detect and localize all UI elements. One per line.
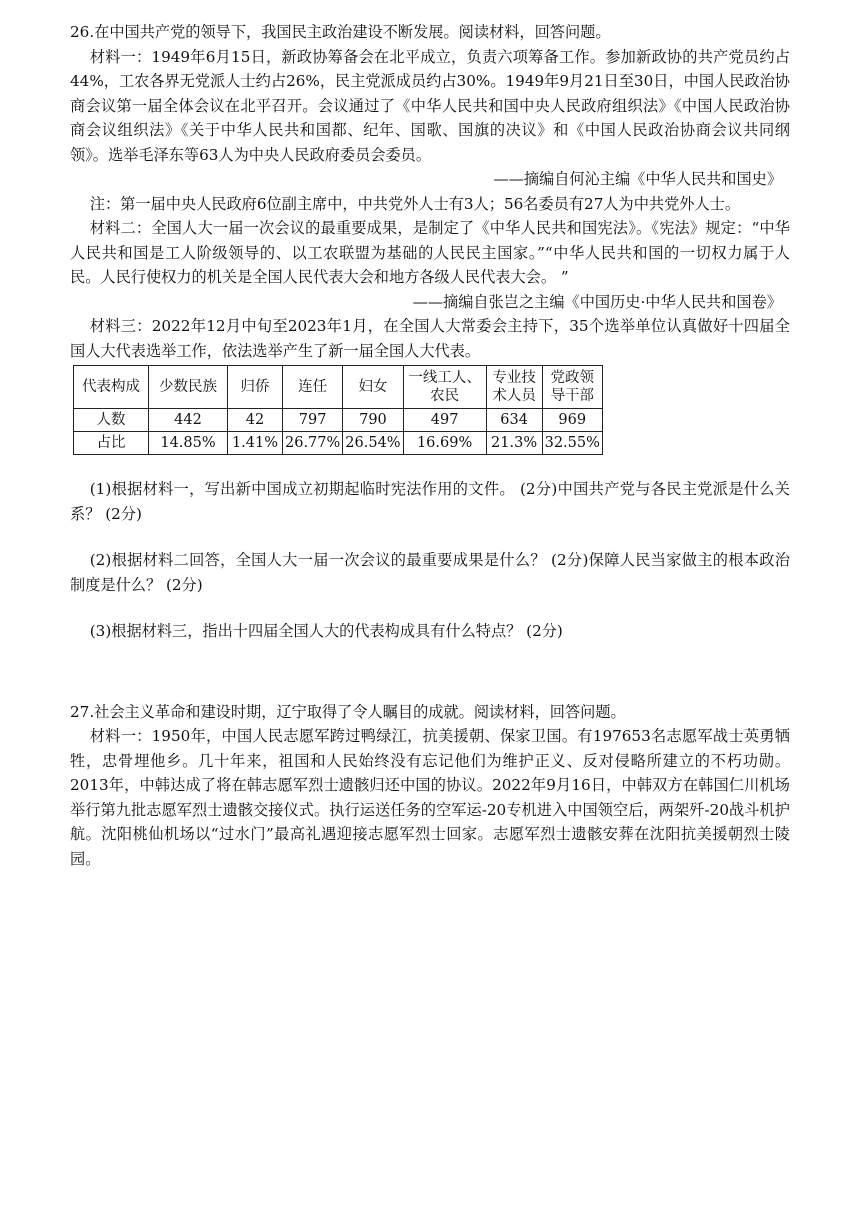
table-header-row (74, 366, 603, 409)
question-27-title: 27.社会主义革命和建设时期，辽宁取得了令人瞩目的成就。阅读材料，回答问题。 (70, 702, 626, 721)
table-cell: 26.77% (283, 432, 343, 455)
material-2-source: ——摘编自张岂之主编《中国历史·中华人民共和国卷》 (412, 292, 782, 311)
material-1: 材料一：1950年，中国人民志愿军跨过鸭绿江，抗美援朝、保家卫国。有197653名志愿军战士英勇牺牲，忠骨埋他乡。几十年来，祖国和人民始终没有忘记他们为维护正义、反对侵略所建立的不朽功勋。2013年，中韩达成了将在韩志愿军烈士遗骸归还中国的协议。2022年9月16日，中韩双方在韩国仁川机场举行第九批志愿军烈士遗骸交接仪式。执行运送任务的空军运-20专机进入中国领空后，两架歼-20战斗机护航。沈阳桃仙机场以“过水门”最高礼遇迎接志愿军烈士回家。志愿军烈士遗骸安葬在沈阳抗美援朝烈士陵园。 (70, 727, 790, 868)
table-col-header: 妇女 (343, 366, 403, 409)
table-row (74, 409, 603, 432)
material-1: 材料一：1949年6月15日，新政协筹备会在北平成立，负责六项筹备工作。参加新政协的共产党员约占44%，工农各界无党派人士约占26%，民主党派成员约占30%。1949年9月21日至30日，中国人民政治协商会议第一届全体会议在北平召开。会议通过了《中华人民共和国中央人民政府组织法》《中国人民政治协商会议组织法》《关于中华人民共和国都、纪年、国歌、国旗的决议》和《中国人民政治协商会议共同纲领》。选举毛泽东等63人为中央人民政府委员会委员。 (70, 47, 790, 164)
sub-question-2: (2)根据材料二回答，全国人大一届一次会议的最重要成果是什么？ (2分)保障人民当家做主的根本政治制度是什么？ (2分) (70, 551, 790, 594)
table-row-header: 占比 (74, 432, 149, 455)
table-cell: 42 (228, 409, 283, 432)
table-cell: 969 (542, 409, 602, 432)
sub-question-3: (3)根据材料三，指出十四届全国人大的代表构成具有什么特点？ (2分) (89, 622, 563, 640)
table-col-header: 少数民族 (149, 366, 228, 409)
representatives-table (73, 365, 603, 455)
table-row (74, 432, 603, 455)
table-cell: 790 (343, 409, 403, 432)
sub-question-1: (1)根据材料一，写出新中国成立初期起临时宪法作用的文件。 (2分)中国共产党与各民主党派是什么关系？ (2分) (70, 480, 790, 523)
table-row-header: 人数 (74, 409, 149, 432)
question-27 (70, 700, 790, 872)
table-cell: 1.41% (228, 432, 283, 455)
question-26 (70, 20, 790, 644)
material-1-source: ——摘编自何沁主编《中华人民共和国史》 (493, 170, 782, 188)
question-26-title: 26.在中国共产党的领导下，我国民主政治建设不断发展。阅读材料，回答问题。 (70, 23, 611, 41)
table-col-header: 归侨 (228, 366, 283, 409)
table-cell: 634 (486, 409, 542, 432)
table-col-header: 连任 (283, 366, 343, 409)
material-2: 材料二：全国人大一届一次会议的最重要成果，是制定了《中华人民共和国宪法》。《宪法》规定：“中华人民共和国是工人阶级领导的、以工农联盟为基础的人民民主国家。”“中华人民共和国的一切权力属于人民。人民行使权力的机关是全国人民代表大会和地方各级人民代表大会。 ” (70, 219, 790, 286)
table-row-header: 代表构成 (74, 366, 149, 409)
table-cell: 497 (403, 409, 486, 432)
table-cell: 21.3% (486, 432, 542, 455)
table-cell: 14.85% (149, 432, 228, 455)
table-cell: 16.69% (403, 432, 486, 455)
table-cell: 32.55% (542, 432, 602, 455)
table-cell: 797 (283, 409, 343, 432)
table-col-header: 党政领导干部 (542, 366, 602, 409)
table-col-header: 专业技术人员 (486, 366, 542, 409)
material-3: 材料三：2022年12月中旬至2023年1月，在全国人大常委会主持下，35个选举单位认真做好十四届全国人大代表选举工作，依法选举产生了新一届全国人大代表。 (70, 317, 790, 360)
table-cell: 26.54% (343, 432, 403, 455)
table-col-header: 一线工人、农民 (403, 366, 486, 409)
exam-page (70, 20, 790, 871)
material-1-note: 注：第一届中央人民政府6位副主席中，中共党外人士有3人；56名委员有27人为中共党外人士。 (89, 194, 741, 213)
table-cell: 442 (149, 409, 228, 432)
